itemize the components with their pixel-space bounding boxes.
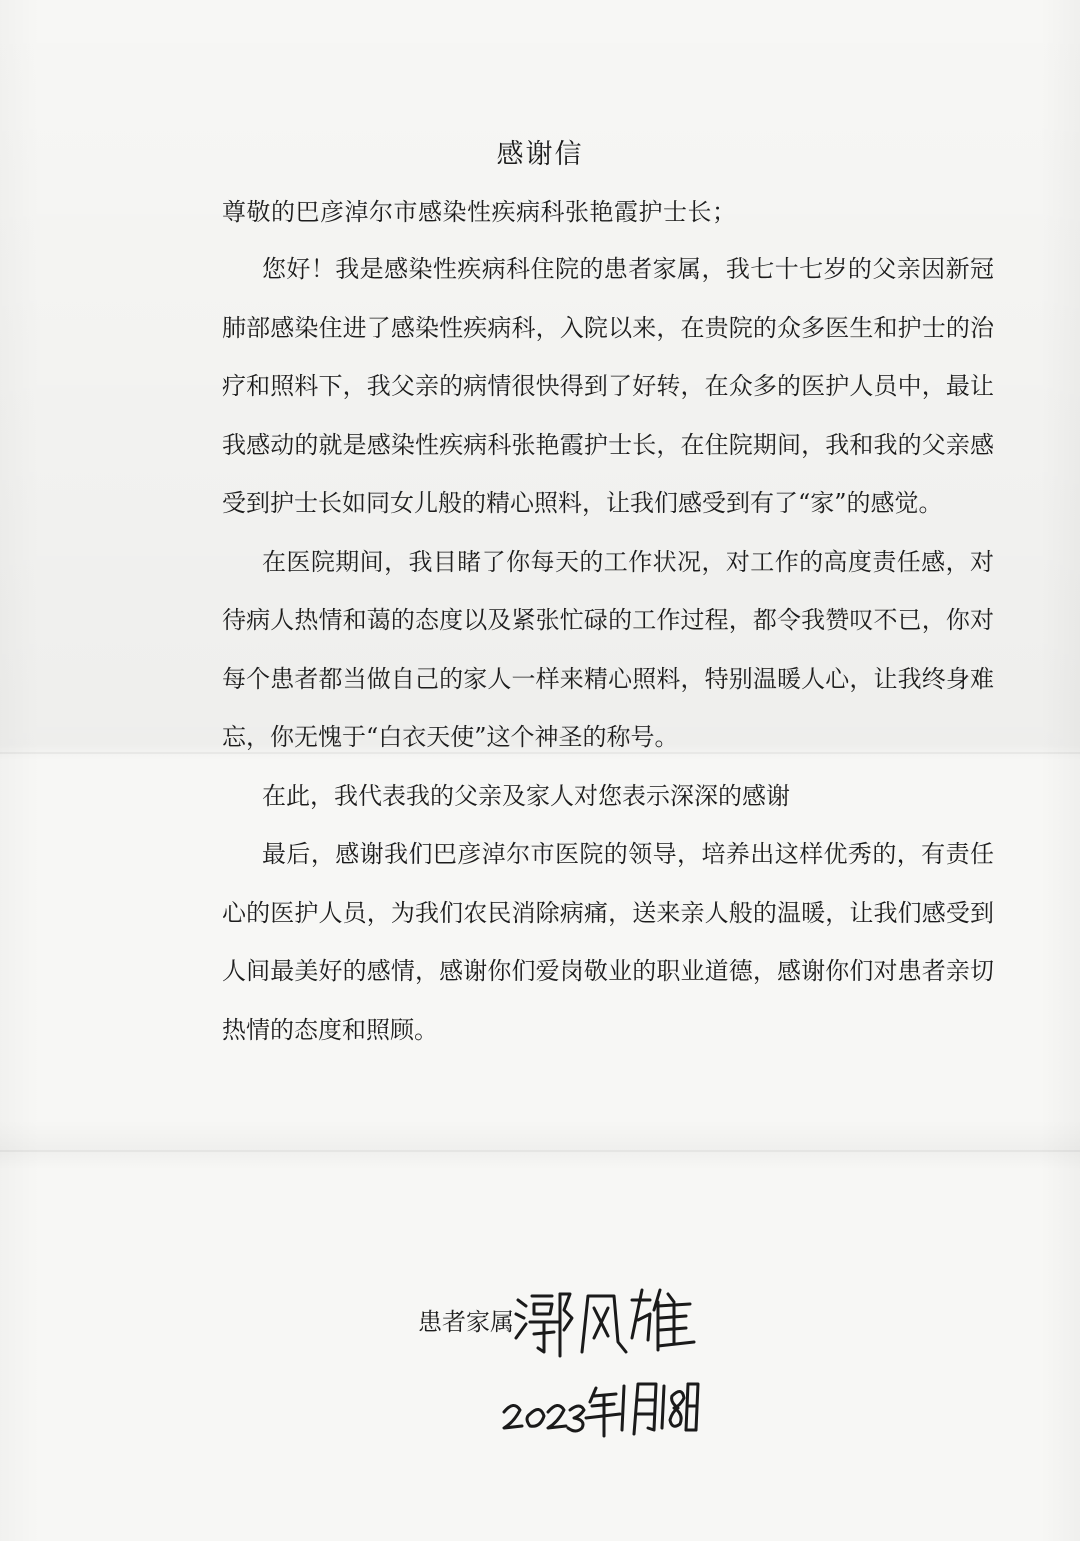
letter-title: 感谢信 [496, 139, 584, 170]
paper-crease [0, 1150, 1080, 1152]
paragraph: 最后，感谢我们巴彦淖尔市医院的领导，培养出这样优秀的，有责任心的医护人员，为我们农民消除病痛，送来亲人般的温暖，让我们感受到人间最美好的感情，感谢你们爱岗敬业的职业道德，感谢你们对患者亲切热情的态度和照顾。 [222, 840, 994, 1044]
handwritten-date [500, 1372, 700, 1442]
paragraph: 在医院期间，我目睹了你每天的工作状况，对工作的高度责任感，对待病人热情和蔼的态度以及紧张忙碌的工作过程，都令我赞叹不已，你对每个患者都当做自己的家人一样来精心照料，特别温暖人心，让我终身难忘，你无愧于“白衣天使”这个神圣的称号。 [222, 547, 994, 751]
letter-body [222, 240, 994, 1059]
handwritten-signature [510, 1280, 700, 1360]
salutation: 尊敬的巴彦淖尔市感染性疾病科张艳霞护士长； [222, 198, 737, 226]
paragraph: 您好！我是感染性疾病科住院的患者家属，我七十七岁的父亲因新冠肺部感染住进了感染性疾病科，入院以来，在贵院的众多医生和护士的治疗和照料下，我父亲的病情很快得到了好转，在众多的医护人员中，最让我感动的就是感染性疾病科张艳霞护士长，在住院期间，我和我的父亲感受到护士长如同女儿般的精心照料，让我们感受到有了“家”的感觉。 [222, 255, 994, 517]
paragraph: 在此，我代表我的父亲及家人对您表示深深的感谢 [262, 781, 790, 810]
signer-label: 患者家属 [418, 1308, 514, 1336]
